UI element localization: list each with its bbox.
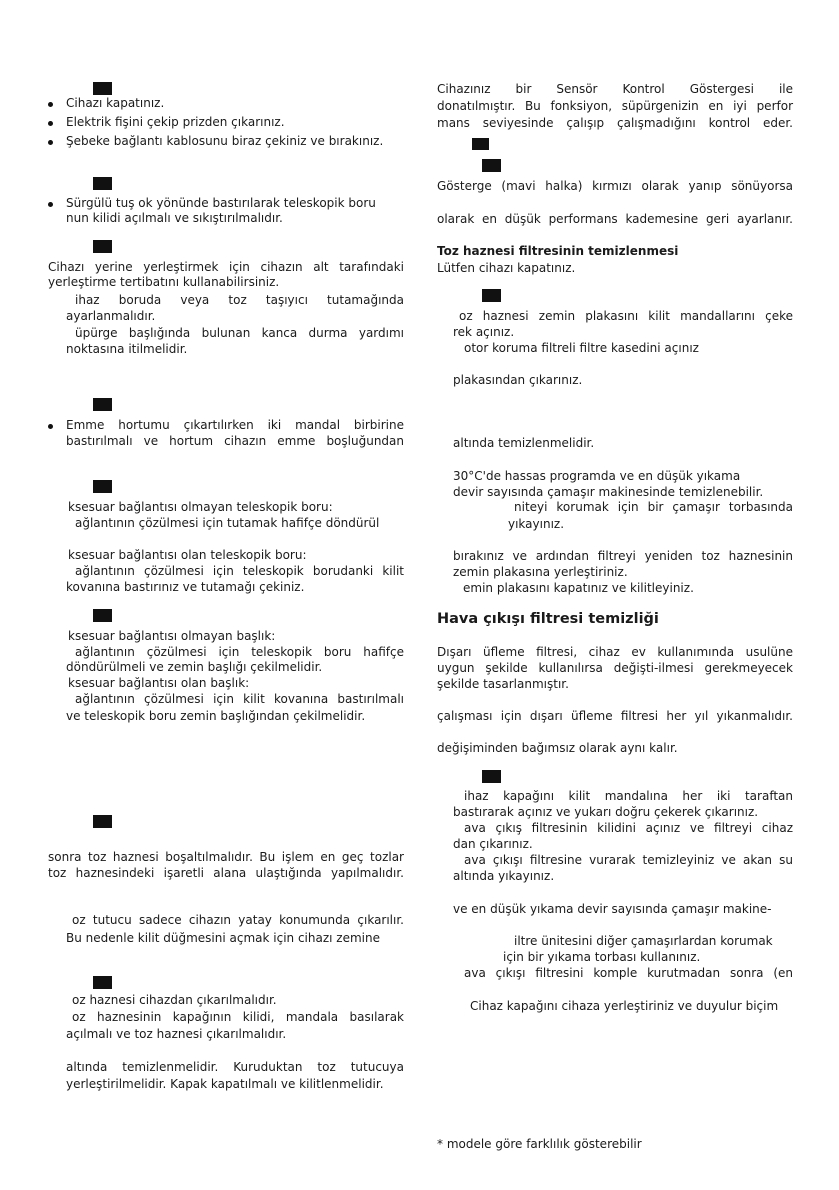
list-item: Cihazı kapatınız. bbox=[66, 96, 165, 110]
paragraph-line: ağlantının çözülmesi için teleskopik borudanki kilit bbox=[75, 564, 404, 578]
paragraph-line: devir sayısında çamaşır makinesinde temizlenebilir. bbox=[453, 485, 764, 499]
paragraph-line: zemin plakasına yerleştiriniz. bbox=[453, 565, 628, 579]
paragraph-line: ksesuar bağlantısı olmayan başlık: bbox=[68, 629, 276, 643]
paragraph-line: oz tutucu sadece cihazın yatay konumunda çıkarılır. bbox=[72, 913, 404, 927]
bullet bbox=[48, 140, 53, 145]
step-marker bbox=[472, 138, 489, 150]
paragraph-line: yerleştirme tertibatını kullanabilirsiniz. bbox=[48, 275, 280, 289]
paragraph-line: donatılmıştır. Bu fonksiyon, süpürgenizin en iyi perfor bbox=[437, 99, 793, 113]
paragraph-line: uygun şekilde kullanılırsa değişti-ilmesi gerekmeyecek bbox=[437, 661, 793, 675]
paragraph-line: otor koruma filtreli filtre kasedini açınız bbox=[464, 341, 699, 355]
step-marker bbox=[93, 82, 112, 95]
paragraph-line: değişiminden bağımsız olarak aynı kalır. bbox=[437, 741, 678, 755]
paragraph-line: yıkayınız. bbox=[508, 517, 565, 531]
paragraph-line: ksesuar bağlantısı olan başlık: bbox=[68, 676, 250, 690]
paragraph-line: rek açınız. bbox=[453, 325, 515, 339]
paragraph-line: emin plakasını kapatınız ve kilitleyiniz. bbox=[463, 581, 694, 595]
paragraph-line: döndürülmeli ve zemin başlığı çekilmelidir. bbox=[66, 660, 323, 674]
paragraph-line: sonra toz haznesi boşaltılmalıdır. Bu işlem en geç tozlar bbox=[48, 850, 404, 864]
paragraph-line: bastırarak açınız ve yukarı doğru çekerek çıkarınız. bbox=[453, 805, 759, 819]
paragraph-line: için bir yıkama torbası kullanınız. bbox=[503, 950, 701, 964]
paragraph-line: ava çıkışı filtresini komple kurutmadan sonra (en bbox=[464, 966, 793, 980]
paragraph-line: ksesuar bağlantısı olan teleskopik boru: bbox=[68, 548, 307, 562]
paragraph-line: dan çıkarınız. bbox=[453, 837, 533, 851]
paragraph-line: Cihazınız bir Sensör Kontrol Göstergesi ile bbox=[437, 82, 793, 96]
paragraph-line: üpürge başlığında bulunan kanca durma yardımı bbox=[75, 326, 404, 340]
bullet bbox=[48, 202, 53, 207]
paragraph-line: oz haznesi zemin plakasını kilit mandallarını çeke bbox=[459, 309, 793, 323]
section-heading: Toz haznesi filtresinin temizlenmesi bbox=[437, 244, 679, 258]
paragraph-line: Cihazı yerine yerleştirmek için cihazın alt tarafındaki bbox=[48, 260, 404, 274]
paragraph-line: Cihaz kapağını cihaza yerleştiriniz ve duyulur biçim bbox=[470, 999, 779, 1013]
paragraph-line: mans seviyesinde çalışıp çalışmadığını kontrol eder. bbox=[437, 116, 793, 130]
paragraph-line: yerleştirilmelidir. Kapak kapatılmalı ve kilitlenmelidir. bbox=[66, 1077, 384, 1091]
paragraph-line: çalışması için dışarı üfleme filtresi her yıl yıkanmalıdır. bbox=[437, 709, 793, 723]
section-heading: Hava çıkışı filtresi temizliği bbox=[437, 611, 659, 627]
paragraph-line: ava çıkışı filtresine vurarak temizleyiniz ve akan su bbox=[464, 853, 793, 867]
paragraph-line: Lütfen cihazı kapatınız. bbox=[437, 261, 576, 275]
list-item: Elektrik fişini çekip prizden çıkarınız. bbox=[66, 115, 285, 129]
paragraph-line: ağlantının çözülmesi için teleskopik boru hafifçe bbox=[75, 645, 404, 659]
bullet bbox=[48, 102, 53, 107]
step-marker bbox=[482, 289, 501, 302]
step-marker bbox=[482, 159, 501, 172]
paragraph-line: ava çıkış filtresinin kilidini açınız ve filtreyi cihaz bbox=[464, 821, 793, 835]
paragraph-line: bırakınız ve ardından filtreyi yeniden toz haznesinin bbox=[453, 549, 793, 563]
paragraph-line: ayarlanmalıdır. bbox=[66, 309, 156, 323]
paragraph-line: altında yıkayınız. bbox=[453, 869, 555, 883]
bullet bbox=[48, 121, 53, 126]
paragraph-line: ağlantının çözülmesi için kilit kovanına bastırılmalı bbox=[75, 692, 404, 706]
paragraph-line: ihaz boruda veya toz taşıyıcı tutamağında bbox=[75, 293, 404, 307]
paragraph-line: şekilde tasarlanmıştır. bbox=[437, 677, 569, 691]
paragraph-line: plakasından çıkarınız. bbox=[453, 373, 583, 387]
list-item: Emme hortumu çıkartılırken iki mandal birbirine bbox=[66, 418, 404, 432]
paragraph-line: 30°C'de hassas programda ve en düşük yıkama bbox=[453, 469, 741, 483]
paragraph-line: ve teleskopik boru zemin başlığından çekilmelidir. bbox=[66, 709, 366, 723]
paragraph-line: ağlantının çözülmesi için tutamak hafifçe döndürül bbox=[75, 516, 380, 530]
paragraph-line: bastırılmalı ve hortum cihazın emme boşluğundan bbox=[66, 434, 404, 448]
footnote: * modele göre farklılık gösterebilir bbox=[437, 1137, 642, 1151]
bullet bbox=[48, 424, 53, 429]
step-marker bbox=[93, 609, 112, 622]
step-marker bbox=[93, 177, 112, 190]
paragraph-line: oz haznesinin kapağının kilidi, mandala basılarak bbox=[72, 1010, 404, 1024]
paragraph-line: toz haznesindeki işaretli alana ulaştığında yapılmalıdır. bbox=[48, 866, 404, 880]
step-marker bbox=[93, 976, 112, 989]
step-marker bbox=[482, 770, 501, 783]
paragraph-line: noktasına itilmelidir. bbox=[66, 342, 188, 356]
paragraph-line: altında temizlenmelidir. Kuruduktan toz tutucuya bbox=[66, 1060, 404, 1074]
paragraph-line: nun kilidi açılmalı ve sıkıştırılmalıdır. bbox=[66, 211, 283, 225]
paragraph-line: olarak en düşük performans kademesine geri ayarlanır. bbox=[437, 212, 793, 226]
paragraph-line: Dışarı üfleme filtresi, cihaz ev kullanımında usulüne bbox=[437, 645, 793, 659]
paragraph-line: ve en düşük yıkama devir sayısında çamaşır makine- bbox=[453, 902, 772, 916]
step-marker bbox=[93, 240, 112, 253]
list-item: Sürgülü tuş ok yönünde bastırılarak teleskopik boru bbox=[66, 196, 376, 210]
paragraph-line: ksesuar bağlantısı olmayan teleskopik boru: bbox=[68, 500, 333, 514]
paragraph-line: kovanına bastırınız ve tutamağı çekiniz. bbox=[66, 580, 305, 594]
step-marker bbox=[93, 480, 112, 493]
paragraph-line: oz haznesi cihazdan çıkarılmalıdır. bbox=[72, 993, 277, 1007]
step-marker bbox=[93, 398, 112, 411]
paragraph-line: açılmalı ve toz haznesi çıkarılmalıdır. bbox=[66, 1027, 287, 1041]
step-marker bbox=[93, 815, 112, 828]
paragraph-line: altında temizlenmelidir. bbox=[453, 436, 595, 450]
paragraph-line: Bu nedenle kilit düğmesini açmak için cihazı zemine bbox=[66, 931, 380, 945]
paragraph-line: ihaz kapağını kilit mandalına her iki taraftan bbox=[464, 789, 793, 803]
paragraph-line: niteyi korumak için bir çamaşır torbasında bbox=[514, 500, 793, 514]
paragraph-line: Gösterge (mavi halka) kırmızı olarak yanıp sönüyorsa bbox=[437, 179, 793, 193]
paragraph-line: iltre ünitesini diğer çamaşırlardan korumak bbox=[514, 934, 773, 948]
list-item: Şebeke bağlantı kablosunu biraz çekiniz ve bırakınız. bbox=[66, 134, 384, 148]
